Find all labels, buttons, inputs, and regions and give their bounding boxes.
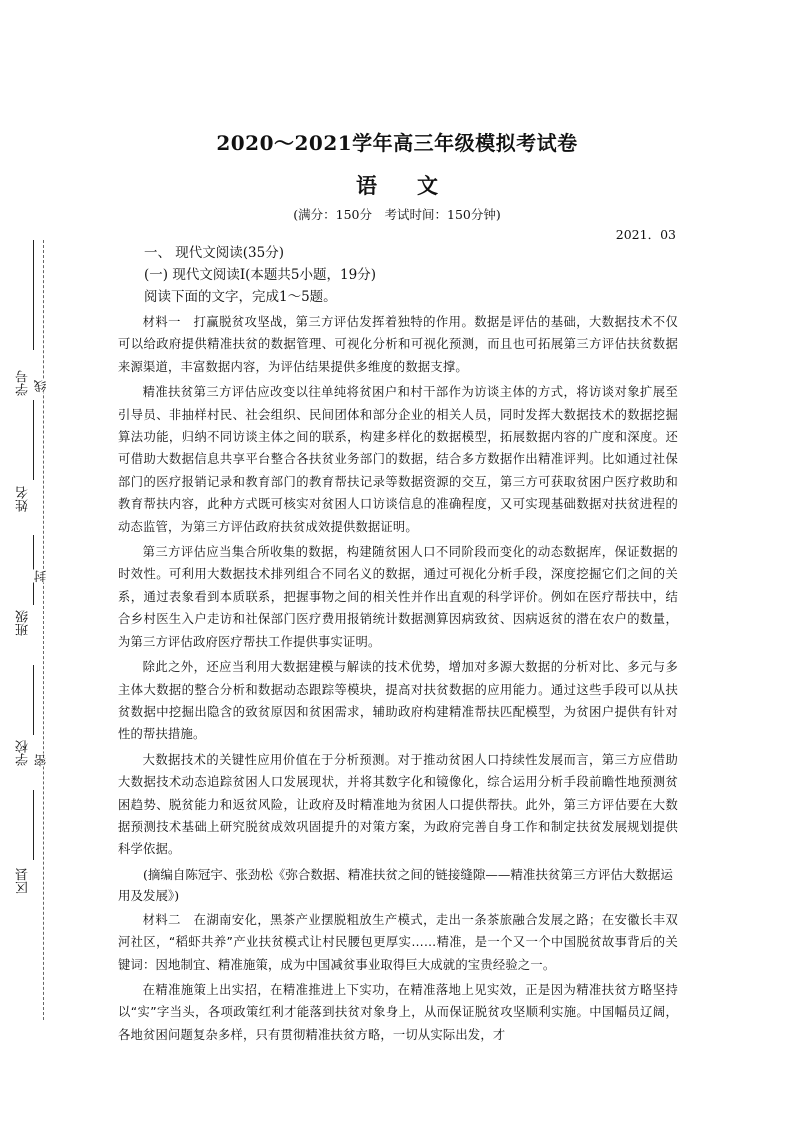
reading-instruction: 阅读下面的文字，完成1～5题。 (144, 289, 337, 305)
paragraph: 材料一 打赢脱贫攻坚战，第三方评估发挥着独特的作用。数据是评估的基础，大数据技术不仅可以给政府提供精准扶贫的数据管理、可视化分析和可视化预测，而且也可拓展第三方评估扶贫数据来源渠道，丰富数据内容，为评估结果提供多维度的数据支撑。 (118, 315, 678, 374)
paragraph: 大数据技术的关键性应用价值在于分析预测。对于推动贫困人口持续性发展而言，第三方应借助大数据技术动态追踪贫困人口发展现状，并将其数字化和镜像化，综合运用分析手段前瞻性地预测贫困趋势、脱贫能力和返贫风险，让政府及时精准地为贫困人口提供帮扶。此外，第三方评估要在大数据预测技术基础上研究脱贫成效巩固提升的对策方案，为政府完善自身工作和制定扶贫发展规划提供科学依据。 (118, 752, 678, 857)
binding-dashed-line (43, 240, 44, 1020)
margin-field-school-blank[interactable] (10, 665, 40, 740)
margin-field-label: 区县 (16, 868, 31, 894)
seal-mark-secret: 密 (32, 754, 54, 767)
student-id-blank[interactable] (33, 240, 34, 350)
exam-subject: 语文 (356, 173, 478, 198)
margin-field-name-blank[interactable] (10, 400, 40, 480)
margin-field-label: 学号 (16, 370, 31, 396)
margin-field-label: 班级 (16, 610, 31, 636)
margin-field-label: 学校 (16, 740, 31, 766)
exam-date: 2021．03 (615, 227, 676, 242)
seal-mark-seal: 封 (32, 570, 54, 583)
margin-field-district-blank[interactable] (10, 790, 40, 870)
paragraph: 在精准施策上出实招，在精准推进上下实功，在精准落地上见实效，正是因为精准扶贫方略坚持以“实”字当头，各项政策红利才能落到扶贫对象身上，从而保证脱贫攻坚顺利实施。中国幅员辽阔，各地贫困问题复杂多样，只有贯彻精准扶贫方略，一切从实际出发，才 (118, 982, 678, 1042)
seal-mark-line: 线 (32, 380, 54, 393)
section-heading: 一、 现代文阅读(35分) (144, 245, 285, 261)
subsection-heading: (一) 现代文阅读Ⅰ(本题共5小题，19分) (144, 267, 376, 283)
paragraph: 材料二 在湖南安化，黑茶产业摆脱粗放生产模式，走出一条茶旅融合发展之路；在安徽长丰双河社区，“稻虾共养”产业扶贫模式让村民腰包更厚实……精准，是一个又一个中国脱贫故事背后的关键词：因地制宜、精准施策，成为中国减贫事业取得巨大成就的宝贵经验之一。 (118, 912, 678, 972)
margin-field-label: 姓名 (16, 486, 31, 512)
district-blank[interactable] (33, 790, 34, 860)
margin-field-class (10, 610, 40, 670)
paragraph: 第三方评估应当集合所收集的数据，构建随贫困人口不同阶段而变化的动态数据库，保证数据的时效性。可利用大数据技术排列组合不同名义的数据，通过可视化分析手段，深度挖掘它们之间的关系，通过表象看到本质联系，把握事物之间的相关性并作出直观的科学评价。例如在医疗帮扶中，结合乡村医生入户走访和社保部门医疗费用报销统计数据测算因病致贫、因病返贫的潜在农户的数量，为第三方评估政府医疗帮扶工作提供事实证明。 (118, 545, 678, 649)
name-blank[interactable] (33, 400, 34, 480)
exam-title: 2020～2021学年高三年级模拟考试卷 (216, 131, 578, 155)
paragraph: 精准扶贫第三方评估应改变以往单纯将贫困户和村干部作为访谈主体的方式，将访谈对象扩展至引导员、非抽样村民、社会组织、民间团体和部分企业的相关人员，同时发挥大数据技术的数据挖掘算法功能，归纳不同访谈主体之间的联系，构建多样化的数据模型，拓展数据内容的广度和深度。还可借助大数据信息共享平台整合各扶贫业务部门的数据，结合多方数据作出精准评判。比如通过社保部门的医疗报销记录和教育部门的教育帮扶记录等数据资源的交互，第三方可获取贫困户医疗救助和教育帮扶内容，此种方式既可核实对贫困人口访谈信息的准确程度，又可实现基础数据对扶贫进程的动态监管，为第三方评估政府扶贫成效提供数据证明。 (118, 385, 678, 534)
exam-info: (满分：150分 考试时间：150分钟) (293, 207, 501, 222)
exam-content (118, 243, 678, 1049)
paragraph: 除此之外，还应当利用大数据建模与解读的技术优势，增加对多源大数据的分析对比、多元与多主体大数据的整合分析和数据动态跟踪等模块，提高对扶贫数据的应用能力。通过这些手段可以从扶贫数据中挖掘出隐含的致贫原因和贫困需求，辅助政府构建精准帮扶匹配模型，为贫困户提供有针对性的帮扶措施。 (118, 660, 678, 742)
source-citation: (摘编自陈冠宇、张劲松《弥合数据、精准扶贫之间的链接缝隙——精准扶贫第三方评估大数据运用及发展》) (118, 866, 673, 903)
school-blank[interactable] (33, 665, 34, 735)
margin-field-name (10, 480, 40, 540)
